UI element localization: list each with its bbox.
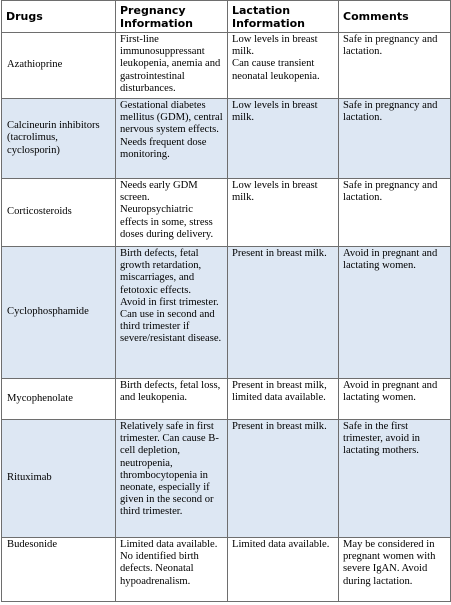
table-row: [2, 33, 451, 99]
comments-cell: Safe in pregnancy and lactation.: [339, 33, 451, 99]
lactation-cell: Present in breast milk.: [228, 247, 339, 379]
drug-name-cell: Budesonide: [2, 538, 116, 602]
pregnancy-cell: Relatively safe in first trimester. Can cause B-cell depletion, neutropenia, thrombocytopenia in neonate, especially if given in the second or third trimester.: [116, 420, 228, 538]
header-drugs: Drugs: [2, 1, 116, 33]
table-row: [2, 538, 451, 602]
lactation-cell: Limited data available.: [228, 538, 339, 602]
drug-name-cell: Mycophenolate: [2, 379, 116, 420]
lactation-text: Low levels in breast milk.: [232, 34, 318, 58]
table-row: [2, 247, 451, 379]
table-row: [2, 179, 451, 247]
lactation-cell: Low levels in breast milk.: [228, 179, 339, 247]
drug-name-cell: Calcineurin inhibitors (tacrolimus, cyclosporin): [2, 99, 116, 179]
pregnancy-cell: Limited data available. No identified birth defects. Neonatal hypoadrenalism.: [116, 538, 228, 602]
drug-name-cell: Azathioprine: [2, 33, 116, 99]
header-comments: Comments: [339, 1, 451, 33]
drug-name-cell: Rituximab: [2, 420, 116, 538]
comments-cell: Avoid in pregnant and lactating women.: [339, 247, 451, 379]
comments-cell: Avoid in pregnant and lactating women.: [339, 379, 451, 420]
pregnancy-cell: Gestational diabetes mellitus (GDM), central nervous system effects. Needs frequent dose monitoring.: [116, 99, 228, 179]
pregnancy-text: Birth defects, fetal growth retardation, miscarriages, and fetotoxic effects.: [120, 248, 202, 296]
header-row: [2, 1, 451, 33]
lactation-cell: Low levels in breast milk.: [228, 99, 339, 179]
pregnancy-text: Needs early GDM screen.: [120, 180, 198, 204]
pregnancy-extra-text: Neuropsychiatric effects in some, stress doses during delivery.: [120, 204, 214, 240]
header-lactation: Lactation Information: [228, 1, 339, 33]
comments-cell: Safe in pregnancy and lactation.: [339, 179, 451, 247]
table-row: [2, 99, 451, 179]
pregnancy-cell: [116, 179, 228, 247]
pregnancy-cell: [116, 247, 228, 379]
lactation-cell: [228, 33, 339, 99]
pregnancy-cell: First-line immunosuppressant leukopenia, anemia and gastrointestinal disturbances.: [116, 33, 228, 99]
pregnancy-cell: Birth defects, fetal loss, and leukopenia.: [116, 379, 228, 420]
header-pregnancy: Pregnancy Information: [116, 1, 228, 33]
table-row: [2, 420, 451, 538]
lactation-cell: Present in breast milk, limited data available.: [228, 379, 339, 420]
table-row: [2, 379, 451, 420]
drug-safety-table: [1, 0, 451, 602]
comments-cell: Safe in the first trimester, avoid in lactating mothers.: [339, 420, 451, 538]
comments-cell: May be considered in pregnant women with severe IgAN. Avoid during lactation.: [339, 538, 451, 602]
pregnancy-extra-text: Avoid in first trimester. Can use in second and third trimester if severe/resistant disease.: [120, 296, 222, 345]
drug-name-cell: Corticosteroids: [2, 179, 116, 247]
comments-cell: Safe in pregnancy and lactation.: [339, 99, 451, 179]
lactation-extra-text: Can cause transient neonatal leukopenia.: [232, 58, 320, 82]
lactation-cell: Present in breast milk.: [228, 420, 339, 538]
drug-name-cell: Cyclophosphamide: [2, 247, 116, 379]
